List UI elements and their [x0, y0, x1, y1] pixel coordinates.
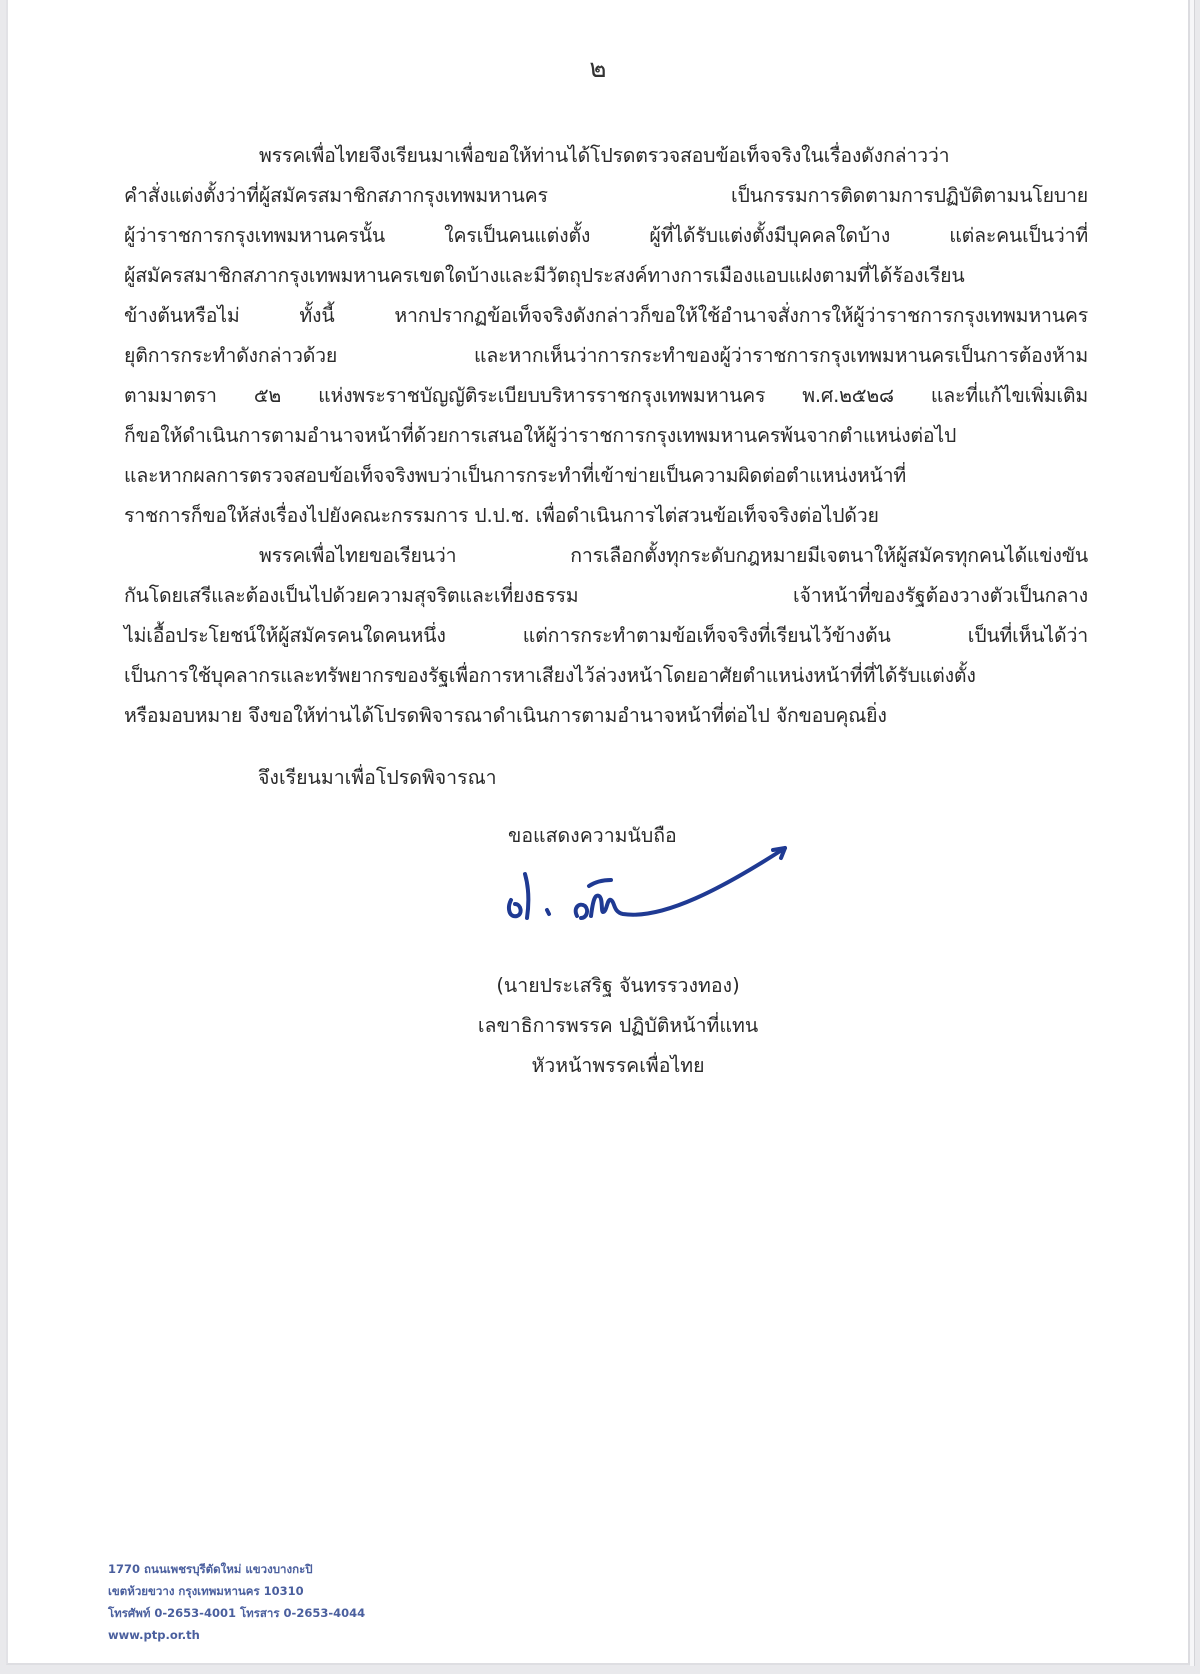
closing-line: จึงเรียนมาเพื่อโปรดพิจารณา	[258, 766, 497, 789]
page-number: ๒	[589, 54, 607, 84]
body-line: กันโดยเสรีและต้องเป็นไปด้วยความสุจริตและเที่ยงธรรม เจ้าหน้าที่ของรัฐต้องวางตัวเป็นกลาง	[124, 584, 1088, 607]
footer-website: www.ptp.or.th	[108, 1628, 200, 1642]
body-line: ผู้ว่าราชการกรุงเทพมหานครนั้น ใครเป็นคนแต่งตั้ง ผู้ที่ได้รับแต่งตั้งมีบุคคลใดบ้าง แต่ละคนเป็นว่าที่	[124, 224, 1088, 247]
signatory-name: (นายประเสริฐ จันทรรวงทอง)	[496, 974, 740, 997]
body-line: พรรคเพื่อไทยขอเรียนว่า การเลือกตั้งทุกระดับกฎหมายมีเจตนาให้ผู้สมัครทุกคนได้แข่งขัน	[259, 544, 1088, 567]
body-line: ผู้สมัครสมาชิกสภากรุงเทพมหานครเขตใดบ้างและมีวัตถุประสงค์ทางการเมืองแอบแฝงตามที่ได้ร้องเรียน	[124, 264, 965, 287]
body-line: ข้างต้นหรือไม่ ทั้งนี้ หากปรากฏข้อเท็จจริงดังกล่าวก็ขอให้ใช้อำนาจสั่งการให้ผู้ว่าราชการกรุงเทพมหานคร	[124, 304, 1088, 327]
body-line: ตามมาตรา ๕๒ แห่งพระราชบัญญัติระเบียบบริหารราชกรุงเทพมหานคร พ.ศ.๒๕๒๘ และที่แก้ไขเพิ่มเติม	[124, 384, 1088, 407]
signatory-title: เลขาธิการพรรค ปฏิบัติหน้าที่แทน	[477, 1014, 759, 1037]
document-page	[6, 0, 1190, 1665]
footer-address-1: 1770 ถนนเพชรบุรีตัดใหม่ แขวงบางกะปิ	[108, 1562, 313, 1576]
body-line: เป็นการใช้บุคลากรและทรัพยากรของรัฐเพื่อการหาเสียงไว้ล่วงหน้าโดยอาศัยตำแหน่งหน้าที่ที่ได้รับแต่งตั้ง	[124, 664, 976, 687]
body-line: พรรคเพื่อไทยจึงเรียนมาเพื่อขอให้ท่านได้โปรดตรวจสอบข้อเท็จจริงในเรื่องดังกล่าวว่า	[259, 144, 950, 167]
body-line: คำสั่งแต่งตั้งว่าที่ผู้สมัครสมาชิกสภากรุงเทพมหานคร เป็นกรรมการติดตามการปฏิบัติตามนโยบาย	[124, 184, 1088, 207]
page-edge	[1190, 0, 1195, 1666]
handwritten-signature-icon	[503, 838, 793, 938]
body-line: และหากผลการตรวจสอบข้อเท็จจริงพบว่าเป็นการกระทำที่เข้าข่ายเป็นความผิดต่อตำแหน่งหน้าที่	[124, 464, 907, 487]
footer-address-2: เขตห้วยขวาง กรุงเทพมหานคร 10310	[108, 1584, 304, 1598]
footer-phone: โทรศัพท์ 0-2653-4001 โทรสาร 0-2653-4044	[108, 1606, 366, 1620]
letter-body	[124, 136, 1088, 736]
body-line: ยุติการกระทำดังกล่าวด้วย และหากเห็นว่าการกระทำของผู้ว่าราชการกรุงเทพมหานครเป็นการต้องห้าม	[124, 344, 1088, 367]
body-line: ก็ขอให้ดำเนินการตามอำนาจหน้าที่ด้วยการเสนอให้ผู้ว่าราชการกรุงเทพมหานครพ้นจากตำแหน่งต่อไป	[124, 424, 957, 447]
signatory-block	[408, 966, 828, 1086]
body-line: ไม่เอื้อประโยชน์ให้ผู้สมัครคนใดคนหนึ่ง แต่การกระทำตามข้อเท็จจริงที่เรียนไว้ข้างต้น เป็นที่เห็นได้ว่า	[124, 624, 1088, 647]
regards: ขอแสดงความนับถือ	[508, 824, 677, 847]
body-line: หรือมอบหมาย จึงขอให้ท่านได้โปรดพิจารณาดำเนินการตามอำนาจหน้าที่ต่อไป จักขอบคุณยิ่ง	[124, 704, 887, 727]
signatory-title-2: หัวหน้าพรรคเพื่อไทย	[531, 1054, 705, 1077]
body-line: ราชการก็ขอให้ส่งเรื่องไปยังคณะกรรมการ ป.ป.ช. เพื่อดำเนินการไต่สวนข้อเท็จจริงต่อไปด้วย	[124, 504, 879, 527]
letterhead-footer	[108, 1558, 365, 1646]
